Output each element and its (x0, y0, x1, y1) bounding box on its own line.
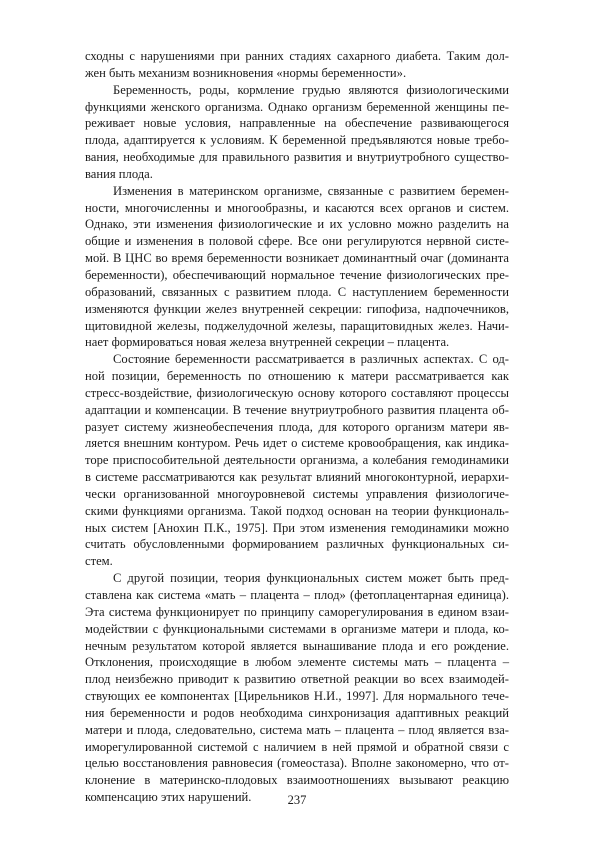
text-line: Однако, эти изменения физиологические и их условно можно разделить на (85, 217, 509, 232)
text-line: ния беременности и родов необходима синхронизация адаптивных реакций (85, 705, 509, 720)
text-line: клонение в материнско-плодовых взаимоотношениях вызывают реакцию (85, 773, 509, 788)
text-line: считать обусловленными формированием различных функциональных си- (85, 537, 509, 552)
page-number: 237 (287, 793, 307, 807)
text-line: вания, необходимые для правильного развития и внутриутробного существо- (85, 150, 509, 165)
text-line: ных систем [Анохин П.К., 1975]. При этом изменения гемодинамики можно (85, 520, 509, 535)
text-line: адаптации и компенсации. В течение внутриутробного развития плацента об- (85, 402, 509, 417)
text-line: функциями женского организма. Однако организм беременной женщины пе- (85, 99, 509, 114)
text-line: матери и плода, следовательно, система мать – плацента – плод является вза- (85, 722, 509, 737)
text-line: ствующих ее компонентах [Цирельников Н.И., 1997]. Для нормального тече- (85, 689, 509, 704)
paragraph (85, 183, 509, 351)
text-line: щитовидной железы, поджелудочной железы, паращитовидных желез. Начи- (85, 318, 509, 333)
text-line: ной позиции, беременность по отношению к матери рассматривается как (85, 369, 509, 384)
text-line: беременности), обеспечивающий нормальное течение физиологических пре- (85, 267, 509, 282)
text-line: нечным результатом которой является вынашивание плода и его рождение. (85, 638, 509, 653)
paragraph (85, 82, 509, 183)
text-line: жен быть механизм возникновения «нормы беременности». (85, 65, 407, 80)
text-line: вания плода. (85, 166, 153, 181)
text-line: плода, адаптируется к условиям. К беременной предъявляются новые требо- (85, 133, 509, 148)
text-line: общие и изменения в половой сфере. Все они регулируются нервной систе- (85, 234, 509, 249)
text-line: ляется внешним контуром. Речь идет о системе кровообращения, как индика- (85, 436, 509, 451)
text-line: торе приспособительной деятельности организма, а колебания гемодинамики (85, 453, 509, 468)
text-line: целью восстановления равновесия (гомеостаза). Вполне закономерно, что от- (85, 756, 509, 771)
text-line: ности, многочисленны и многообразны, и касаются всех органов и систем. (85, 200, 509, 215)
text-line: Отклонения, происходящие в любом элементе системы мать – плацента – (85, 655, 509, 670)
text-line: сходны с нарушениями при ранних стадиях сахарного диабета. Таким дол- (85, 49, 509, 63)
text-line: чески организованной многоуровневой системы управления физиологиче- (85, 486, 509, 501)
paragraph (85, 570, 509, 806)
text-line: Изменения в материнском организме, связанные с развитием беремен- (113, 183, 509, 198)
text-line: стресс-воздействие, физиологическую основу которого составляют процессы (85, 385, 509, 400)
text-line: скими функциями организма. Такой подход основан на теории функциональ- (85, 503, 509, 518)
text-line: нает формироваться новая железа внутренней секреции – плацента. (85, 335, 450, 350)
text-line: модействии с функциональными системами в организме матери и плода, ко- (85, 621, 509, 636)
text-line: Эта система функционирует по принципу саморегулирования в едином взаи- (85, 604, 509, 619)
text-line: изменяются функции желез внутренней секреции: гипофиза, надпочечников, (85, 301, 509, 316)
text-line: С другой позиции, теория функциональных систем может быть пред- (113, 571, 509, 586)
text-line: разует систему жизнеобеспечения плода, для которого организм матери яв- (85, 419, 509, 434)
text-line: Состояние беременности рассматривается в различных аспектах. С од- (113, 352, 509, 367)
text-line: компенсацию этих нарушений. (85, 790, 252, 805)
text-line: реживает новые условия, направленные на обеспечение развивающегося (85, 116, 509, 131)
text-line: иморегулированной системой с наличием в ней прямой и обратной связи с (85, 739, 509, 754)
text-line: плод неизбежно приводит к развитию ответной реакции во всех взаимодей- (85, 672, 509, 687)
text-line: ставлена как система «мать – плацента – плод» (фетоплацентарная единица). (85, 588, 509, 602)
page-body (85, 48, 509, 806)
text-line: в системе рассматриваются как результат влияний многоконтурной, иерархи- (85, 470, 509, 485)
paragraph (85, 48, 509, 82)
text-line: мой. В ЦНС во время беременности возникает доминантный очаг (доминанта (85, 251, 509, 266)
paragraph (85, 351, 509, 570)
text-line: Беременность, роды, кормление грудью являются физиологическими (113, 82, 509, 97)
text-line: стем. (85, 554, 113, 569)
text-line: образований, связанных с развитием плода. С наступлением беременности (85, 284, 509, 299)
